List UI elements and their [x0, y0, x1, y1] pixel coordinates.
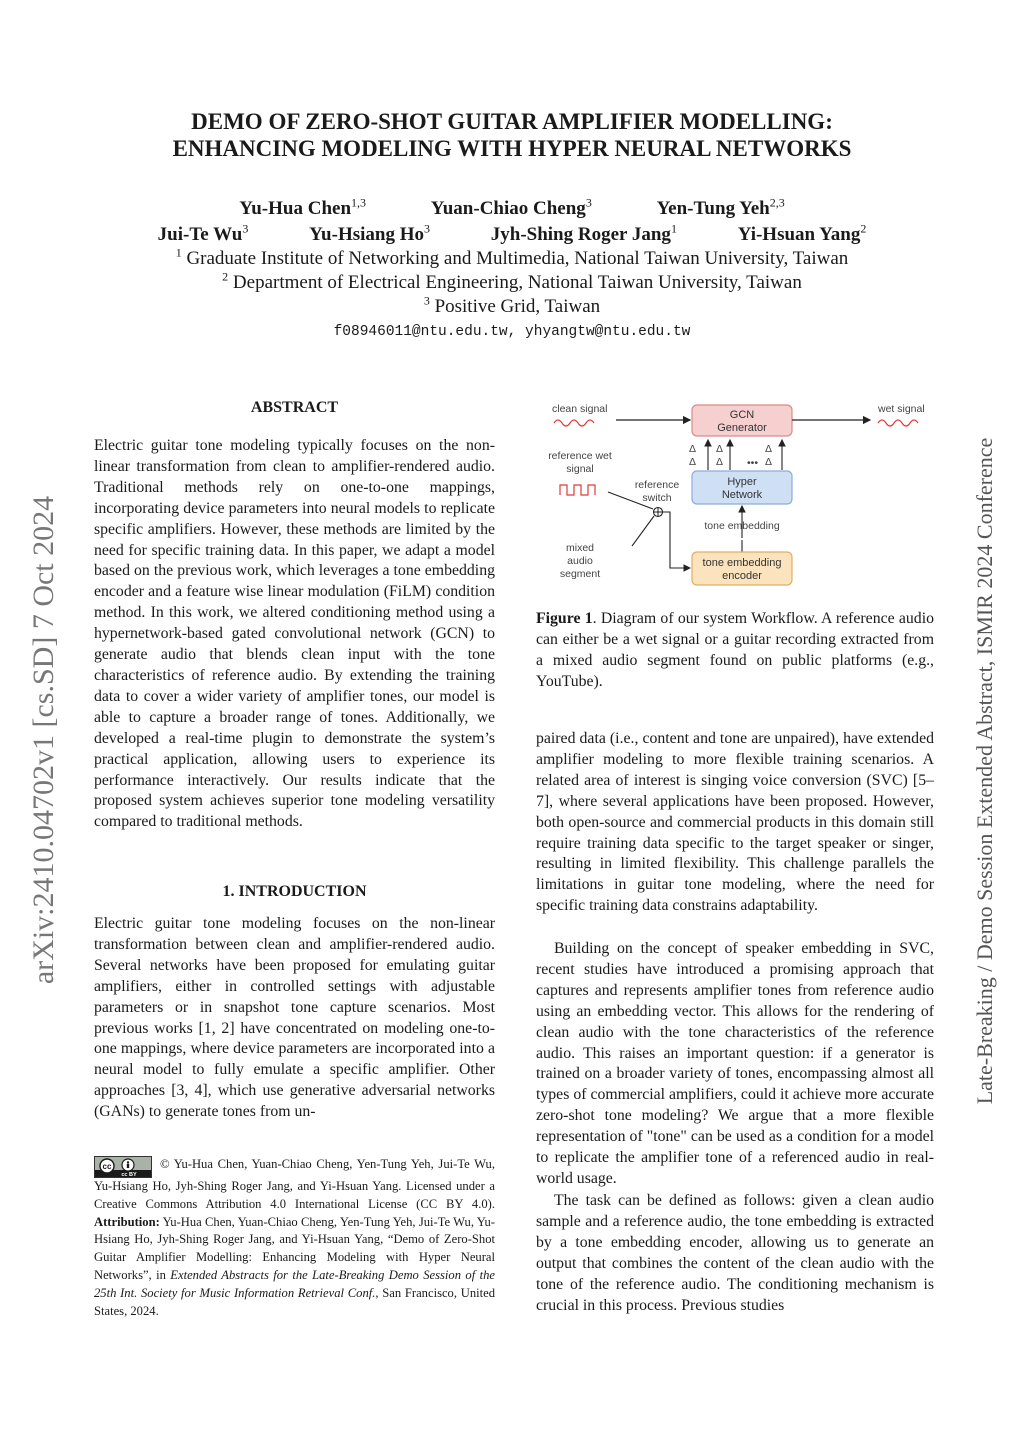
mixed-label-1: mixed: [565, 542, 595, 554]
title-line-2: ENHANCING MODELING WITH HYPER NEURAL NETWORKS: [172, 136, 852, 161]
reference-wet-label-2: signal: [566, 463, 594, 475]
attribution-text: Yu-Hua Chen, Yuan-Chiao Cheng, Yen-Tung Yeh, Jui-Te Wu, Yu-Hsiang Ho, Jyh-Shing Roger Jang, and Yi-Hsuan Yang, “Demo of Zero-Shot Guitar Amplifier Modelling: Enhancing Modeling with Hyper Neural Networks”, in: [94, 1214, 495, 1282]
venue-text: Extended Abstracts for the Late-Breaking Demo Session of the 25th Int. Society for Music Information Retrieval Conf.: [94, 1267, 495, 1300]
abstract-heading: ABSTRACT: [250, 399, 339, 416]
delta-w2: Δ: [716, 443, 724, 455]
mixed-label-2: audio: [567, 555, 593, 567]
abstract-text: Electric guitar tone modeling typically focuses on the non-linear transformation from clean to amplifier-rendered audio. Traditional methods rely on one-to-one mappings, incorporating device parameters into neural models to replicate specific amplifiers. However, these methods are limited by the need for specific training data. In this paper, we adapt a model based on the previous work, which leverages a tone embedding encoder and a feature wise linear modulation (FiLM) condition method. In this work, we altered conditioning method using a hypernetwork-based gated convolutional network (GCN) to generate audio that blends clean input with the tone characteristics of reference audio. By extending the training data to cover a wider variety of amplifier tones, our model is able to capture a broader range of tones. Additionally, we developed a real-time plugin to demonstrate the system’s practical application, allowing users to experience its performance interactively. Our results indicate that the proposed system achieves superior tone modeling versatility compared to traditional methods.: [94, 437, 495, 831]
encoder-label-line-1: tone embedding: [702, 557, 782, 569]
affiliation-3: $^3$ Positive Grid, Taiwan: [423, 293, 601, 317]
author: Yu-Hua Chen$^{1,3}$: [239, 195, 367, 219]
delta-b2: Δ: [716, 456, 724, 468]
arxiv-identifier: arXiv:2410.04702v1 [cs.SD] 7 Oct 2024: [27, 495, 60, 985]
venue-tail: , San Francisco, United States, 2024.: [94, 1285, 496, 1318]
affiliation-2: $^2$ Department of Electrical Engineering, National Taiwan University, Taiwan: [222, 269, 802, 293]
copyright-text: © Yu-Hua Chen, Yuan-Chiao Cheng, Yen-Tung Yeh, Jui-Te Wu, Yu-Hsiang Ho, Jyh-Shing Roger Jang, and Yi-Hsuan Yang. Licensed under a Creative Commons Attribution 4.0 International License (CC BY 4.0).: [94, 1157, 495, 1211]
tone-embedding-label: tone embedding: [704, 520, 780, 532]
right-column-paragraph-1: paired data (i.e., content and tone are unpaired), have extended amplifier modeling to more flexible training scenarios. A related area of interest is singing voice conversion (SVC) [5–7], where several applications have been proposed. However, both open-source and commercial products in this domain still require training data specific to the target speaker or singer, resulting in limited flexibility. This challenge parallels the limitations in guitar tone modeling, where the need for specific training data constrains adaptability.: [536, 730, 934, 915]
wet-waveform-icon: [878, 420, 918, 426]
author-row-2: [0, 221, 1024, 246]
delta-w1: Δ: [689, 443, 697, 455]
svg-text:cc BY: cc BY: [121, 1172, 137, 1177]
paper-title: [0, 108, 1024, 162]
wet-signal-label: wet signal: [878, 403, 925, 415]
clean-waveform-icon: [554, 420, 594, 426]
hyper-label: Hyper: [727, 476, 757, 488]
ellipsis-dots: •••: [747, 457, 759, 469]
cc-by-license-icon: [94, 1156, 152, 1178]
system-workflow-diagram: [536, 396, 936, 596]
mixed-label-3: segment: [559, 568, 601, 580]
right-column-paragraph-3: The task can be defined as follows: given a clean audio sample and a reference audio, the tone embedding is extracted by a tone embedding encoder, allowing us to generate an output that combines the content of the clean audio with the tone of the reference audio. The conditioning mechanism is crucial in this process. Previous studies: [536, 1192, 934, 1314]
author: Yuan-Chiao Cheng$^3$: [430, 195, 592, 219]
introduction-heading: 1. INTRODUCTION: [222, 883, 367, 900]
reference-waveform-icon: [560, 485, 595, 495]
gcn-label: GCN: [729, 409, 755, 421]
network-label: Network: [721, 489, 763, 501]
copyright-footnote: [94, 1156, 495, 1320]
reference-switch-label-1: reference: [634, 479, 680, 491]
clean-signal-label: clean signal: [552, 403, 608, 415]
author: Jui-Te Wu$^3$: [157, 221, 249, 245]
title-line-1: DEMO OF ZERO-SHOT GUITAR AMPLIFIER MODELLING:: [191, 109, 833, 134]
hyper-parameters-group: [689, 440, 782, 470]
reference-wet-label-1: reference wet: [548, 450, 612, 462]
introduction-paragraph-1: Electric guitar tone modeling focuses on the non-linear transformation between clean and amplifier-rendered audio. Several networks have been proposed for emulating guitar amplifiers, either in controlled settings with adjustable parameters or in snapshot tone capture scenarios. Most previous works [1, 2] have concentrated on modeling one-to-one mappings, where device parameters are incorporated into a neural model to fully emulate a specific amplifier. Other approaches [3, 4], which use generative adversarial networks (GANs) to generate tones from un-: [94, 915, 495, 1121]
contact-email: f08946011@ntu.edu.tw, yhyangtw@ntu.edu.tw: [333, 324, 691, 340]
delta-b1: Δ: [689, 456, 697, 468]
author: Yi-Hsuan Yang$^2$: [737, 221, 867, 245]
author: Jyh-Shing Roger Jang$^1$: [490, 221, 677, 245]
author: Yu-Hsiang Ho$^3$: [309, 221, 430, 245]
generator-label: Generator: [717, 422, 767, 434]
affiliation-1: $^1$ Graduate Institute of Networking and Multimedia, National Taiwan University, Taiwan: [175, 245, 849, 269]
delta-wn: Δ: [765, 443, 773, 455]
attribution-label: Attribution:: [94, 1214, 160, 1229]
conference-side-note: Late-Breaking / Demo Session Extended Abstract, ISMIR 2024 Conference: [972, 437, 997, 1105]
delta-bn: Δ: [765, 456, 773, 468]
encoder-label-line-2: encoder: [722, 570, 762, 582]
author: Yen-Tung Yeh$^{2,3}$: [656, 195, 785, 219]
reference-switch-label-2: switch: [642, 492, 672, 504]
right-column-paragraph-2: Building on the concept of speaker embedding in SVC, recent studies have introduced a promising approach that captures and represents amplifier tones from reference audio using an embedding vector. This allows for the rendering of clean audio with the tone characteristics of the reference audio. This raises an important question: if a generator is trained on a broader variety of tones, encompassing almost all types of commercial amplifiers, could it achieve more accurate zero-shot tone modeling? We argue that a more flexible representation of "tone" can be used as a condition for a model to replicate the amplifier tone of a referenced audio in real-world usage.: [536, 940, 934, 1187]
switch-to-encoder-arrow: [663, 512, 691, 568]
author-row-1: [0, 195, 1024, 220]
svg-text:cc: cc: [102, 1162, 112, 1171]
figure-1-caption: Figure 1. Diagram of our system Workflow. A reference audio can either be a wet signal or a guitar recording extracted from a mixed audio segment found on public platforms (e.g., YouTube).: [536, 610, 934, 690]
